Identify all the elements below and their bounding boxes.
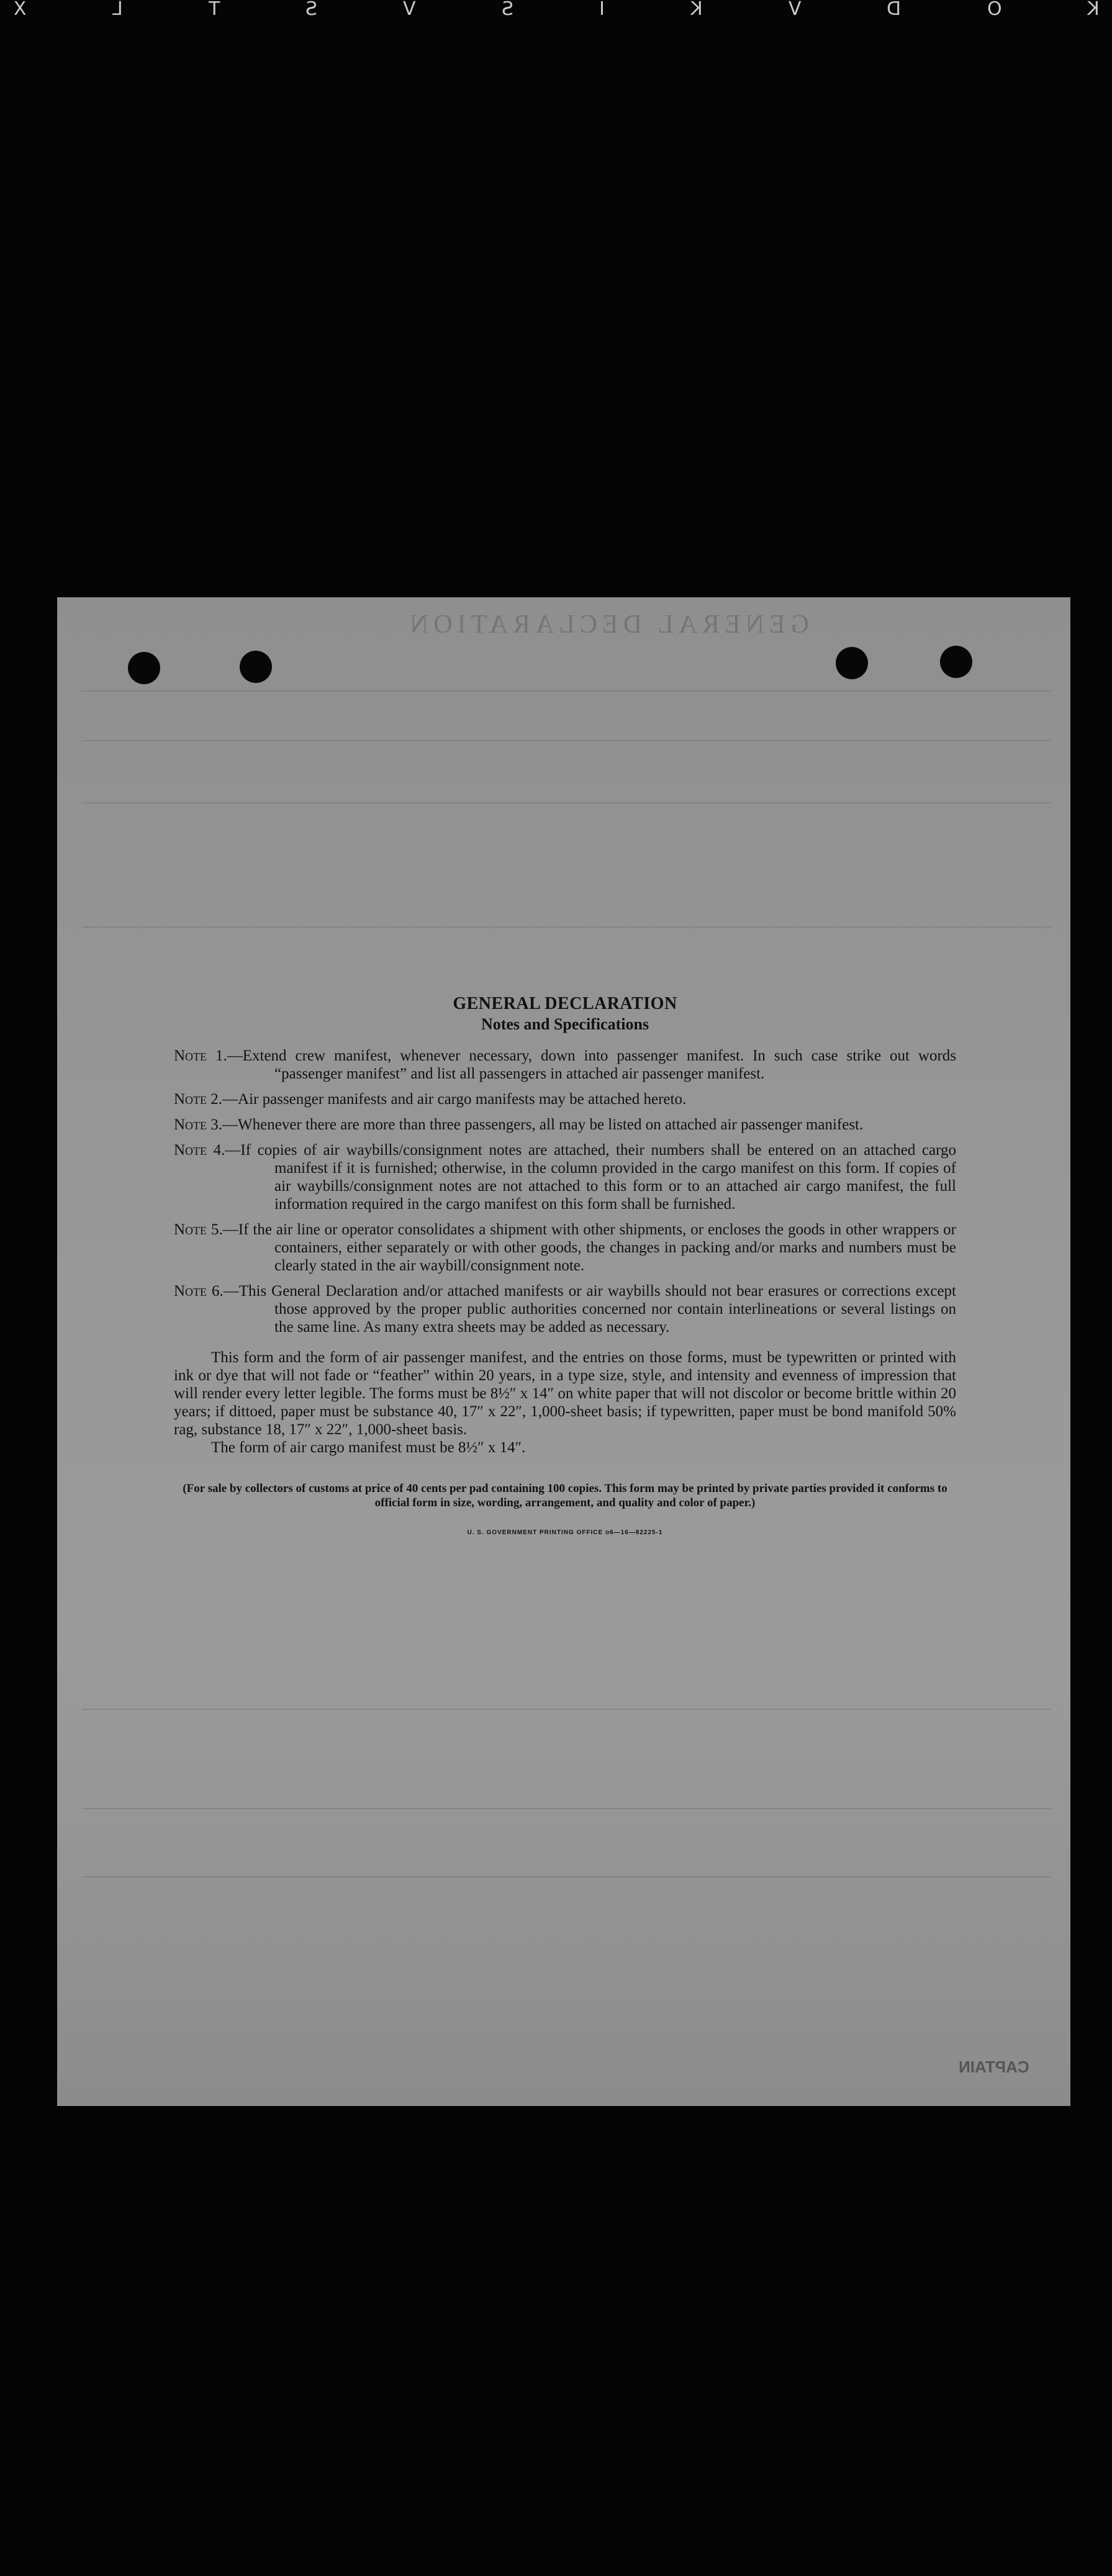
- show-through-rule: [82, 802, 1051, 803]
- edge-letter: K: [689, 0, 703, 20]
- edge-letter: O: [985, 0, 1002, 20]
- note-item: [174, 1282, 956, 1336]
- show-through-captain: CAPTAIN: [959, 2058, 1029, 2076]
- note-label: Note 6.: [174, 1283, 224, 1299]
- note-text: —Whenever there are more than three passengers, all may be listed on attached air passenger manifest.: [222, 1116, 864, 1133]
- note-item: [174, 1221, 956, 1275]
- document-page: [57, 597, 1070, 2106]
- note-text: —If copies of air waybills/consignment notes are attached, their numbers shall be entered on an attached cargo manifest if it is furnished; otherwise, in the column provided in the cargo manifest on this form. If copies of air waybills/consignment notes are not attached to this form or to an attached air cargo manifest, the full information required in the cargo manifest on this form shall be furnished.: [225, 1142, 956, 1213]
- show-through-rule: [82, 1876, 1051, 1878]
- sale-notice: (For sale by collectors of customs at price of 40 cents per pad containing 100 copies. This form may be printed by private parties provided it conforms to official form in size, wording, arrangement, and quality and color of paper.): [183, 1482, 947, 1509]
- edge-letter: K: [1086, 0, 1100, 20]
- note-label: Note 2.: [174, 1091, 223, 1108]
- form-paragraph: This form and the form of air passenger manifest, and the entries on those forms, must be typewritten or printed with ink or dye that will not fade or “feather” within 20 years, in a type size, style, and intensity and evenness of impression that will render every letter legible. The forms must be 8½″ x 14″ on white paper that will not discolor or become brittle within 20 years; if dittoed, paper must be substance 40, 17″ x 22″, 1,000-sheet basis; if typewritten, paper must be bond manifold 50% rag, substance 18, 17″ x 22″, 1,000-sheet basis.: [174, 1349, 956, 1438]
- punch-hole: [940, 646, 972, 678]
- edge-letter: T: [207, 0, 220, 20]
- note-text: —Air passenger manifests and air cargo manifests may be attached hereto.: [222, 1091, 687, 1108]
- note-label: Note 1.: [174, 1047, 227, 1064]
- note-label: Note 4.: [174, 1142, 225, 1159]
- note-item: [174, 1141, 956, 1213]
- note-item: [174, 1090, 956, 1108]
- film-edge-letters: [0, 0, 1112, 25]
- show-through-rule: [82, 926, 1051, 928]
- note-item: [174, 1116, 956, 1134]
- show-through-title: GENERAL DECLARATION: [405, 610, 809, 639]
- note-text: —If the air line or operator consolidates a shipment with other shipments, or encloses the goods in other wrappers or containers, either separately or with other goods, the changes in packing and/or marks and numbers must be clearly stated in the air waybill/consignment note.: [222, 1221, 957, 1274]
- notes-list: [174, 1047, 956, 1336]
- cargo-form-line: The form of air cargo manifest must be 8½″ x 14″.: [211, 1439, 526, 1456]
- punch-hole: [128, 652, 160, 684]
- edge-letter: V: [787, 0, 802, 20]
- note-text: —This General Declaration and/or attached manifests or air waybills should not bear erasures or corrections except those approved by the proper public authorities concerned nor contain interlineations or several listings on the same line. As many extra sheets may be added as necessary.: [223, 1283, 956, 1335]
- printing-office-line: U. S. GOVERNMENT PRINTING OFFICE o6—16—82225-1: [467, 1529, 663, 1536]
- edge-letter: I: [597, 0, 605, 20]
- show-through-rule: [82, 740, 1051, 741]
- document-title: GENERAL DECLARATION: [453, 994, 677, 1013]
- note-item: [174, 1047, 956, 1083]
- edge-letter: X: [12, 0, 27, 20]
- punch-hole: [240, 651, 272, 683]
- edge-letter: D: [885, 0, 902, 20]
- edge-letter: S: [500, 0, 513, 20]
- punch-hole: [836, 647, 868, 679]
- show-through-rule: [82, 690, 1051, 692]
- note-label: Note 3.: [174, 1116, 223, 1133]
- notes-section: [174, 995, 956, 1542]
- note-label: Note 5.: [174, 1221, 223, 1238]
- edge-letter: V: [402, 0, 416, 20]
- show-through-rule: [82, 1709, 1051, 1710]
- show-through-rule: [82, 1808, 1051, 1809]
- edge-letter: L: [111, 0, 123, 20]
- document-subtitle: Notes and Specifications: [481, 1015, 649, 1033]
- edge-letter: S: [304, 0, 317, 20]
- note-text: —Extend crew manifest, whenever necessary, down into passenger manifest. In such case strike out words “passenger manifest” and list all passengers in attached air passenger manifest.: [227, 1047, 957, 1082]
